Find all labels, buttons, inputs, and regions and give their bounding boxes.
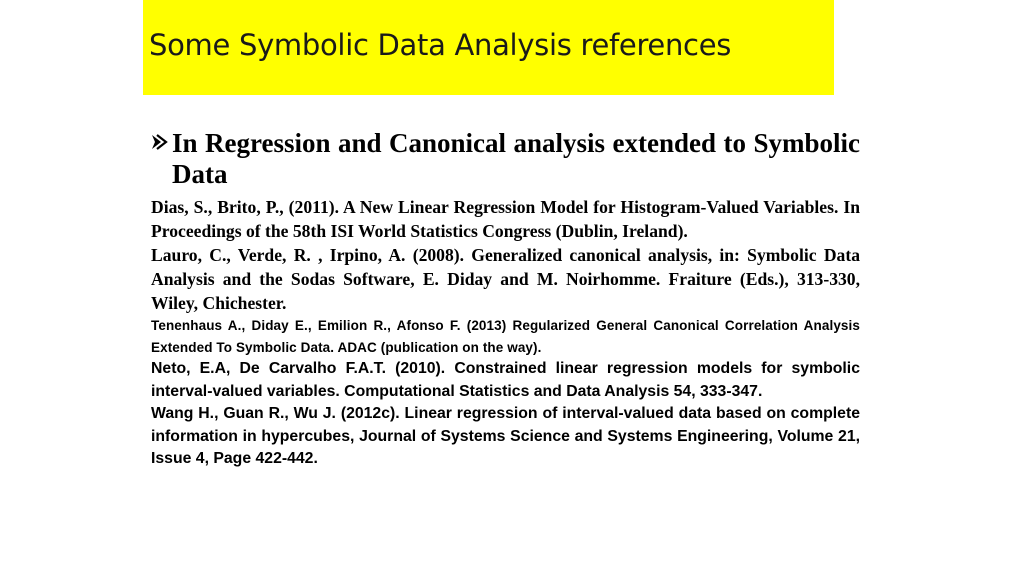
arrow-bullet-icon: [151, 128, 172, 163]
bullet-heading: [151, 128, 860, 190]
slide-content: [151, 128, 860, 471]
arrow-bullet-icon-graphic: [151, 128, 169, 152]
slide-title: Some Symbolic Data Analysis references: [149, 28, 732, 62]
title-highlight-box: [143, 0, 834, 95]
reference-list: [151, 195, 860, 471]
section-heading: In Regression and Canonical analysis extended to Symbolic Data: [172, 128, 860, 189]
reference-item: Neto, E.A, De Carvalho F.A.T. (2010). Constrained linear regression models for symbolic interval-valued variables. Computational Statistics and Data Analysis 54, 333-347.: [151, 360, 860, 400]
reference-item: Lauro, C., Verde, R. , Irpino, A. (2008). Generalized canonical analysis, in: Symbolic Data Analysis and the Sodas Software, E. Diday and M. Noirhomme. Fraiture (Eds.), 313-330, Wiley, Chichester.: [151, 245, 860, 313]
reference-item: Tenenhaus A., Diday E., Emilion R., Afonso F. (2013) Regularized General Canonical Correlation Analysis Extended To Symbolic Data. ADAC (publication on the way).: [151, 318, 860, 355]
reference-item: Dias, S., Brito, P., (2011). A New Linear Regression Model for Histogram-Valued Variables. In Proceedings of the 58th ISI World Statistics Congress (Dublin, Ireland).: [151, 197, 860, 241]
reference-item: Wang H., Guan R., Wu J. (2012c). Linear regression of interval-valued data based on complete information in hypercubes, Journal of Systems Science and Systems Engineering, Volume 21, Issue 4, Page 422-442.: [151, 405, 860, 468]
